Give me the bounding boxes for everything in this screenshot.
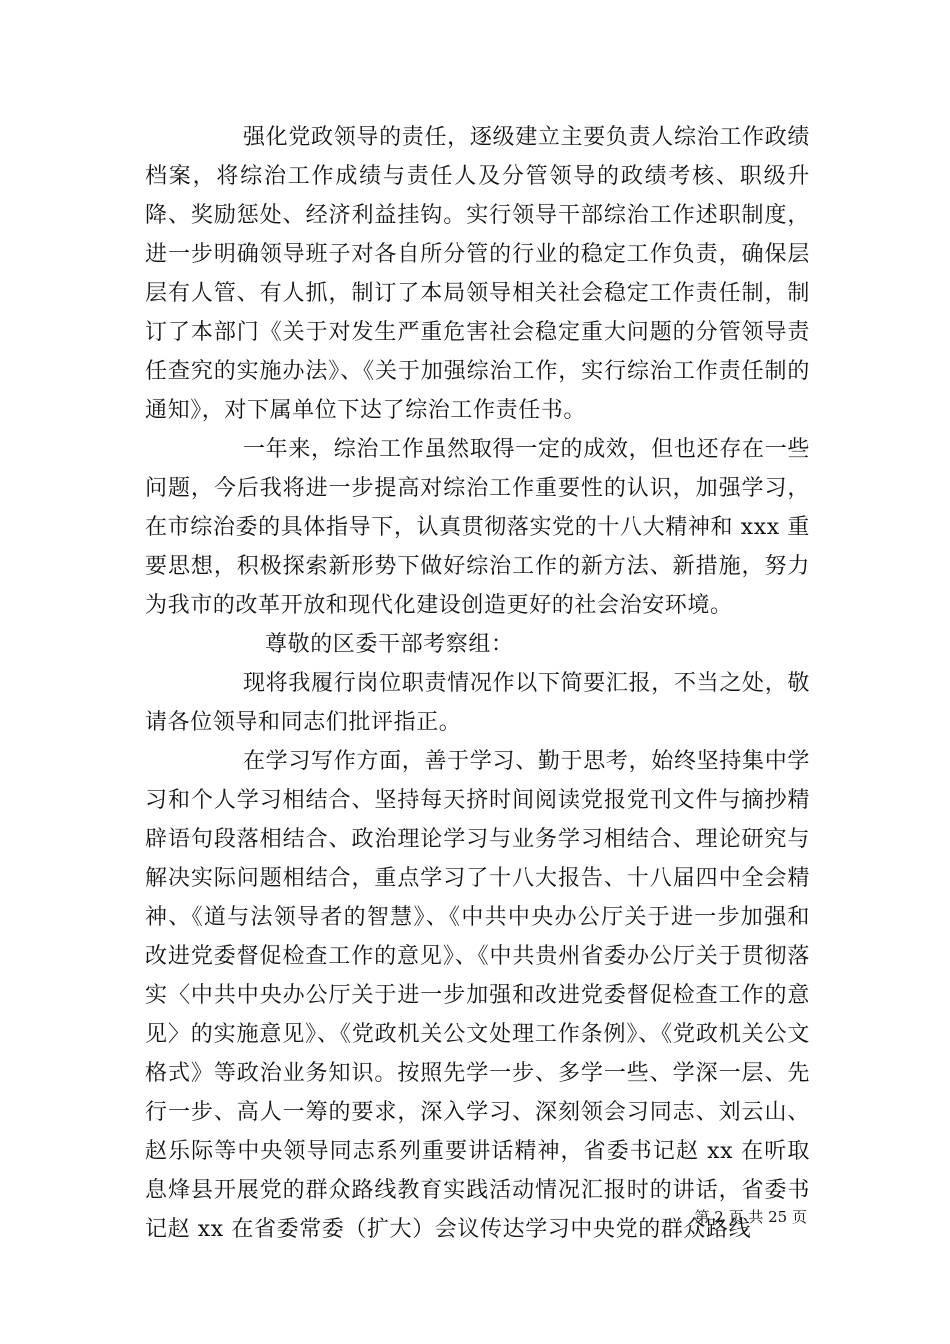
page-number-footer: 第 2 页 共 25 页 — [694, 1208, 807, 1226]
paragraph-intro: 现将我履行岗位职责情况作以下简要汇报，不当之处，敬请各位领导和同志们批评指正。 — [145, 671, 810, 735]
document-body — [145, 118, 810, 1249]
salutation: 尊敬的区委干部考察组： — [265, 632, 514, 657]
paragraph-responsibility: 强化党政领导的责任，逐级建立主要负责人综治工作政绩档案，将综治工作成绩与责任人及分管领导的政绩考核、职级升降、奖励惩处、经济利益挂钩。实行领导干部综治工作述职制度，进一步明确领导班子对各自所分管的行业的稳定工作负责，确保层层有人管、有人抓，制订了本局领导相关社会稳定工作责任制，制订了本部门《关于对发生严重危害社会稳定重大问题的分管领导责任查究的实施办法》、《关于加强综治工作，实行综治工作责任制的通知》，对下属单位下达了综治工作责任书。 — [145, 125, 810, 423]
paragraph-summary: 一年来，综治工作虽然取得一定的成效，但也还存在一些问题，今后我将进一步提高对综治工作重要性的认识，加强学习，在市综治委的具体指导下，认真贯彻落实党的十八大精神和 xxx 重要思想，积极探索新形势下做好综治工作的新方法、新措施，努力为我市的改革开放和现代化建设创造更好的社会治安环境。 — [145, 437, 810, 618]
paragraph-study: 在学习写作方面，善于学习、勤于思考，始终坚持集中学习和个人学习相结合、坚持每天挤时间阅读党报党刊文件与摘抄精辟语句段落相结合、政治理论学习与业务学习相结合、理论研究与解决实际问题相结合，重点学习了十八大报告、十八届四中全会精神、《道与法领导者的智慧》、《中共中央办公厅关于进一步加强和改进党委督促检查工作的意见》、《中共贵州省委办公厅关于贯彻落实〈中共中央办公厅关于进一步加强和改进党委督促检查工作的意见〉的实施意见》、《党政机关公文处理工作条例》、《党政机关公文格式》等政治业务知识。按照先学一步、多学一些、学深一层、先行一步、高人一筹的要求，深入学习、深刻领会习同志、刘云山、赵乐际等中央领导同志系列重要讲话精神，省委书记赵 xx 在听取息烽县开展党的群众路线教育实践活动情况汇报时的讲话，省委书记赵 xx 在省委常委（扩大）会议传达学习中央党的群众路线 — [145, 749, 810, 1242]
